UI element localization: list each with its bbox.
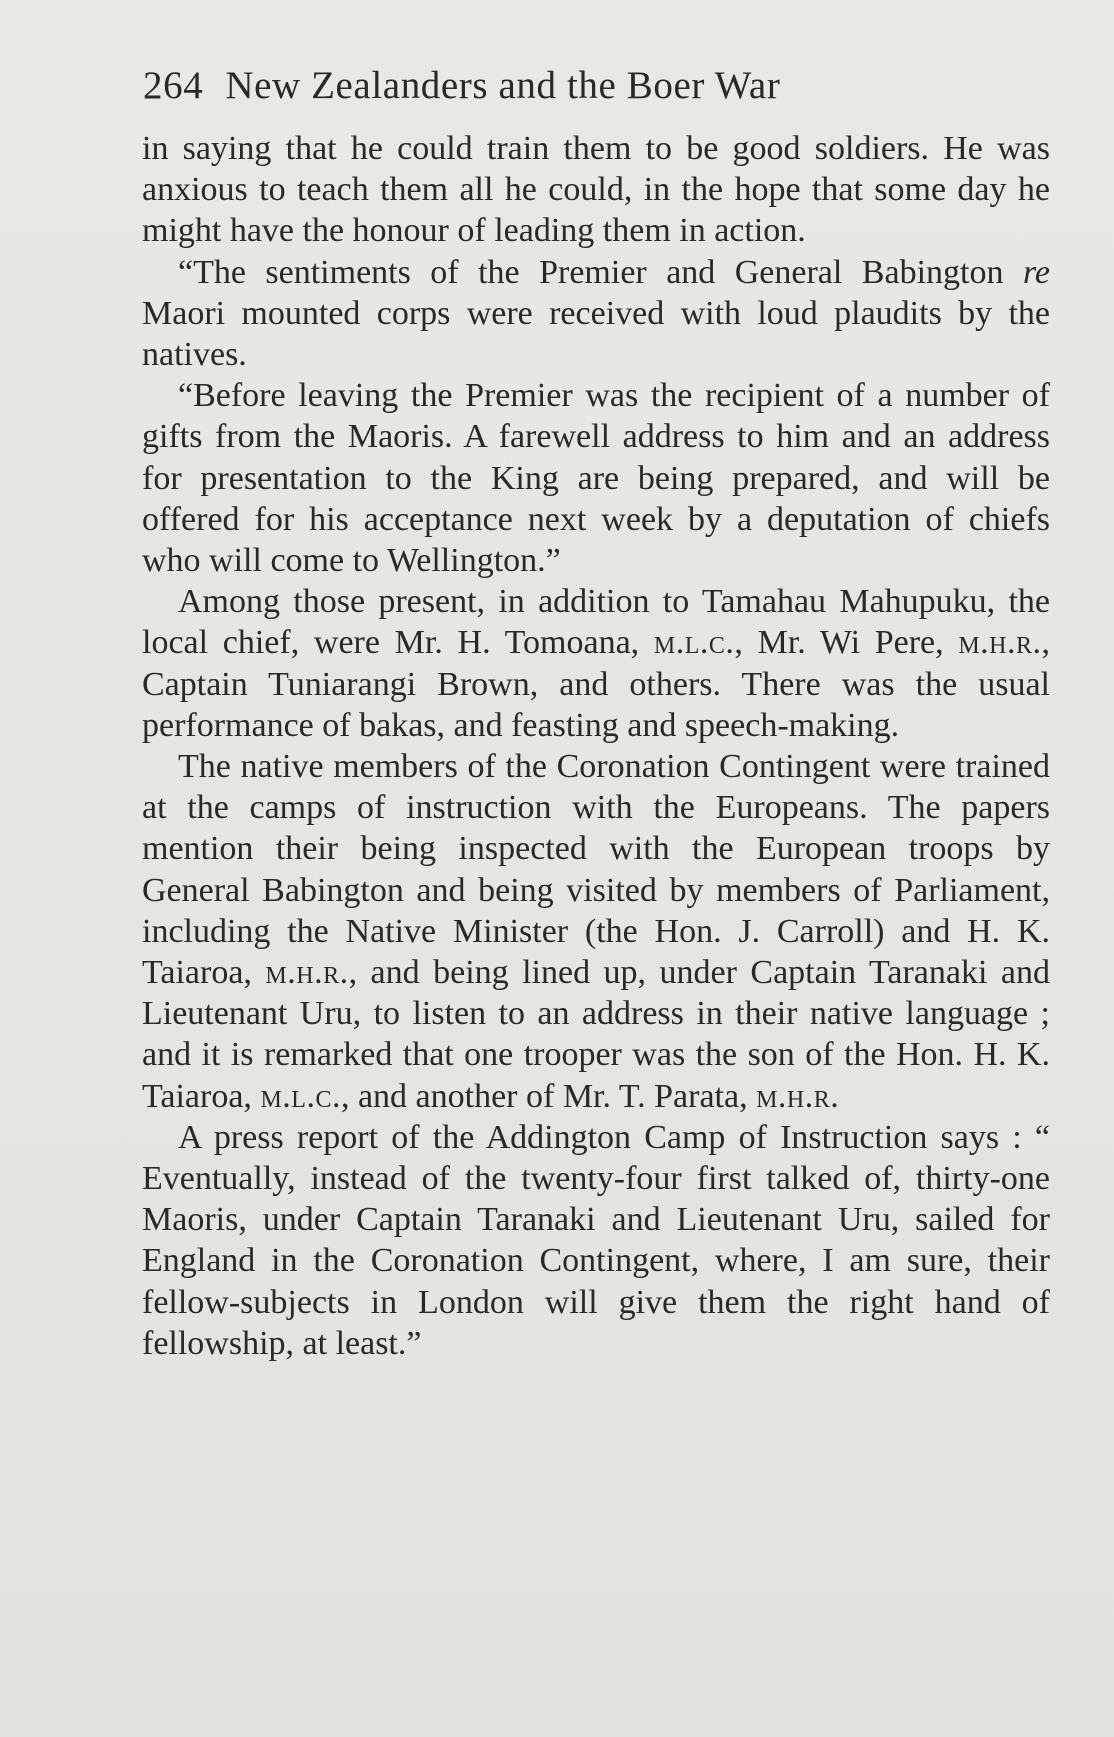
paragraph-native-members: The native members of the Coronation Contingent were trained at the camps of instruction with the Europeans. The papers mention their being inspected with the European troops by General Babington and being visited by members of Parliament, including the Native Minister (the Hon. J. Carroll) and H. K. Taiaroa, m.h.r., and being lined up, under Captain Taranaki and Lieutenant Uru, to listen to an address in their native language ; and it is remarked that one trooper was the son of the Hon. H. K. Taiaroa, m.l.c., and another of Mr. T. Parata, m.h.r.: [142, 748, 1050, 1115]
running-head: [143, 58, 1003, 114]
paragraph-quote-sentiments: “The sentiments of the Premier and General Babington re Maori mounted corps were received with loud plaudits by the natives.: [142, 253, 1050, 374]
page-number: 264: [143, 64, 204, 107]
body-text: [142, 128, 1050, 1364]
running-title: New Zealanders and the Boer War: [225, 64, 781, 107]
paragraph-those-present: Among those present, in addition to Tamahau Mahupuku, the local chief, were Mr. H. Tomoana, m.l.c., Mr. Wi Pere, m.h.r., Captain Tuniarangi Brown, and others. There was the usual performance of bakas, and feasting and speech-making.: [142, 583, 1050, 744]
paragraph-press-report: A press report of the Addington Camp of Instruction says : “ Eventually, instead of the twenty-four first talked of, thirty-one Maoris, under Captain Taranaki and Lieutenant Uru, sailed for England in the Coronation Contingent, where, I am sure, their fellow-subjects in London will give them the right hand of fellowship, at least.”: [142, 1118, 1050, 1362]
paragraph-continuation: in saying that he could train them to be good soldiers. He was anxious to teach them all he could, in the hope that some day he might have the honour of leading them in action.: [142, 130, 1050, 250]
paragraph-quote-gifts: “Before leaving the Premier was the recipient of a number of gifts from the Maoris. A farewell address to him and an address for presentation to the King are being prepared, and will be offered for his acceptance next week by a deputation of chiefs who will come to Wellington.”: [142, 377, 1050, 580]
